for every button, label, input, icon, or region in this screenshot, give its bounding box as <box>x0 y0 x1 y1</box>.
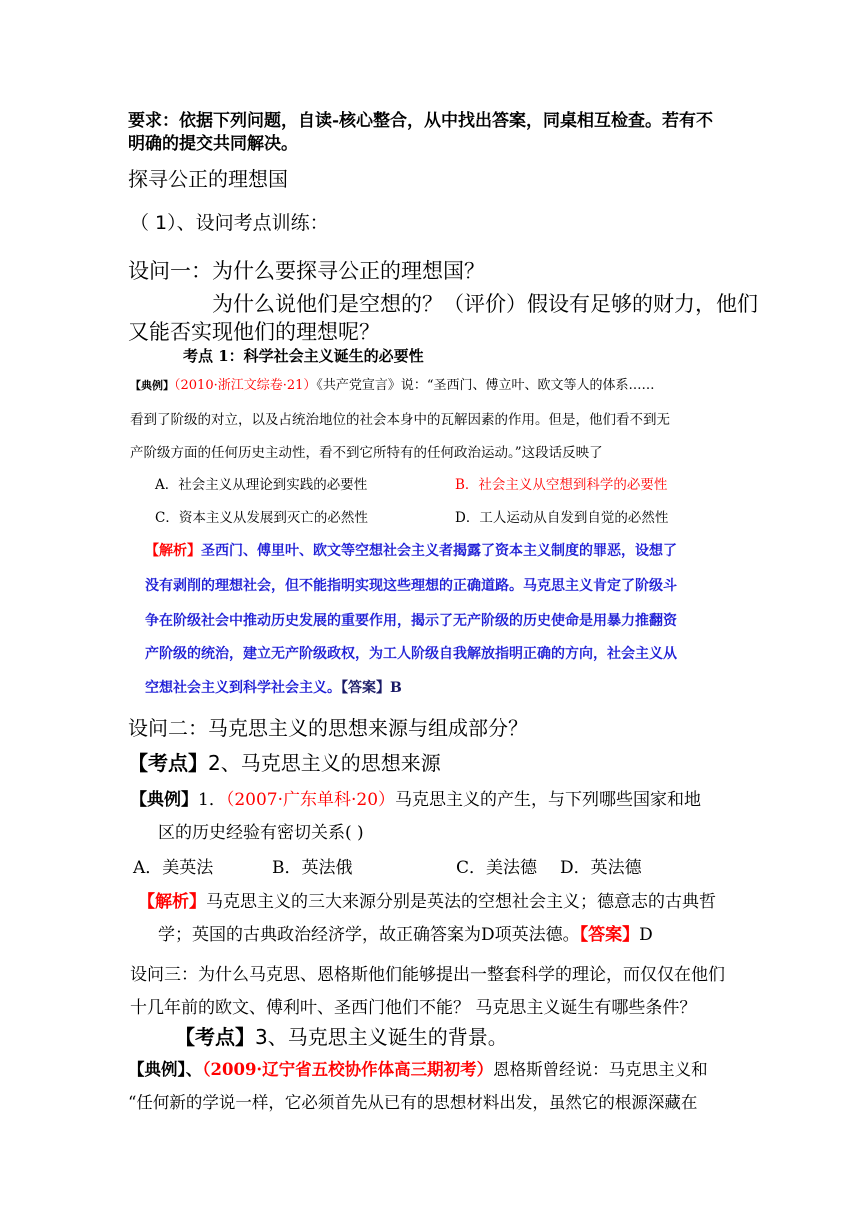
q3-example-text-2: “任何新的学说一样，它必须首先从已有的思想材料出发，虽然它的根源深藏在 <box>128 1093 698 1112</box>
q1-analysis-1 <box>145 540 677 560</box>
q1-analysis-4: 产阶级的统治，建立无产阶级政权，为工人阶级自我解放指明正确的方向，社会主义从 <box>145 646 677 662</box>
q1-line-3: 又能否实现他们的理想呢？ <box>128 320 380 344</box>
q3-example-tag: 【典例】 <box>128 1060 186 1079</box>
q3-line-2: 十几年前的欧文、傅利叶、圣西门他们不能？ 马克思主义诞生有哪些条件？ <box>130 998 697 1018</box>
q2-kaodian-text: 2、马克思主义的思想来源 <box>208 751 441 775</box>
q1-example-text-1: 《共产党宣言》说：“圣西门、傅立叶、欧文等人的体系…… <box>316 378 655 393</box>
q1-analysis-text-5: 空想社会主义到科学社会主义。 <box>145 680 341 696</box>
q2-analysis-tag: 【解析】 <box>138 892 206 912</box>
q3-kaodian-tag: 【考点】 <box>175 1025 255 1049</box>
q1-option-d: D．工人运动从自发到自觉的必然性 <box>455 510 669 526</box>
q3-kaodian <box>175 1021 508 1050</box>
q3-example-text-1: 恩格斯曾经说：马克思主义和 <box>493 1060 708 1079</box>
q1-title: 设问一：为什么要探寻公正的理想国？ <box>128 259 485 283</box>
q1-example-tag: 【典例】 <box>130 379 174 392</box>
q2-option-b: B．英法俄 <box>272 858 353 878</box>
q1-analysis-2: 没有剥削的理想社会，但不能指明实现这些理想的正确道路。马克思主义肯定了阶级斗 <box>145 578 677 594</box>
q1-answer: 【答案】B <box>341 680 402 696</box>
q2-kaodian-tag: 【考点】 <box>128 751 208 775</box>
q2-example-source: （2007·广东单科·20） <box>225 790 396 810</box>
q2-example-tag: 【典例】 <box>130 790 198 810</box>
q2-analysis-1 <box>138 887 716 912</box>
q1-analysis-tag: 【解析】 <box>145 543 201 559</box>
q1-line-2: 为什么说他们是空想的？（评价）假设有足够的财力，他们 <box>212 292 758 316</box>
q1-option-a: A．社会主义从理论到实践的必要性 <box>155 477 368 493</box>
q3-line-1: 设问三：为什么马克思、恩格斯他们能够提出一整套科学的理论，而仅仅在他们 <box>130 965 725 985</box>
section-title: 探寻公正的理想国 <box>128 167 288 191</box>
q2-answer-tag: 【答案】 <box>579 925 640 945</box>
q1-example-source: （2010·浙江文综卷·21） <box>174 378 317 393</box>
q3-example-source: （2009·辽宁省五校协作体高三期初考） <box>202 1060 494 1079</box>
q1-example-text-2: 看到了阶级的对立，以及占统治地位的社会本身中的瓦解因素的作用。但是，他们看不到无 <box>130 412 670 428</box>
q1-example-text-3: 产阶级方面的任何历史主动性，看不到它所特有的任何政治运动。”这段话反映了 <box>130 445 603 461</box>
training-heading: （ 1）、设问考点训练： <box>130 212 329 234</box>
q2-analysis-2 <box>158 920 653 945</box>
q3-example-sep: 、 <box>185 1060 203 1079</box>
q2-option-a: A．美英法 <box>133 858 214 878</box>
q2-example <box>130 785 701 810</box>
q2-example-text-1: 马克思主义的产生，与下列哪些国家和地 <box>395 790 702 810</box>
q2-title: 设问二：马克思主义的思想来源与组成部分？ <box>128 716 528 740</box>
q2-example-text-2: 区的历史经验有密切关系( ) <box>158 823 364 843</box>
q2-kaodian <box>128 747 441 776</box>
q2-answer: D <box>639 925 653 945</box>
q1-analysis-text-1: 圣西门、傅里叶、欧文等空想社会主义者揭露了资本主义制度的罪恶，设想了 <box>201 543 677 559</box>
q1-example <box>130 374 655 393</box>
q2-analysis-text-2: 学；英国的古典政治经济学，故正确答案为D项英法德。 <box>158 925 580 945</box>
instruction-line-2: 明确的提交共同解决。 <box>128 134 298 154</box>
q1-analysis-5 <box>145 677 402 697</box>
q1-option-c: C．资本主义从发展到灭亡的必然性 <box>155 510 368 526</box>
q2-analysis-text-1: 马克思主义的三大来源分别是英法的空想社会主义；德意志的古典哲 <box>206 892 716 912</box>
q3-kaodian-text: 3、马克思主义诞生的背景。 <box>255 1025 508 1049</box>
q2-example-number: 1． <box>198 790 226 810</box>
q3-example <box>128 1056 708 1080</box>
q2-option-c: C．美法德 <box>456 858 538 878</box>
q1-option-b: B．社会主义从空想到科学的必要性 <box>455 477 668 493</box>
q1-analysis-3: 争在阶级社会中推动历史发展的重要作用，揭示了无产阶级的历史使命是用暴力推翻资 <box>145 613 677 629</box>
instruction-line-1: 要求：依据下列问题，自读-核心整合，从中找出答案，同桌相互检查。若有不 <box>128 111 714 131</box>
q2-option-d: D．英法德 <box>560 858 642 878</box>
q1-kaodian: 考点 1：科学社会主义诞生的必要性 <box>183 347 424 365</box>
